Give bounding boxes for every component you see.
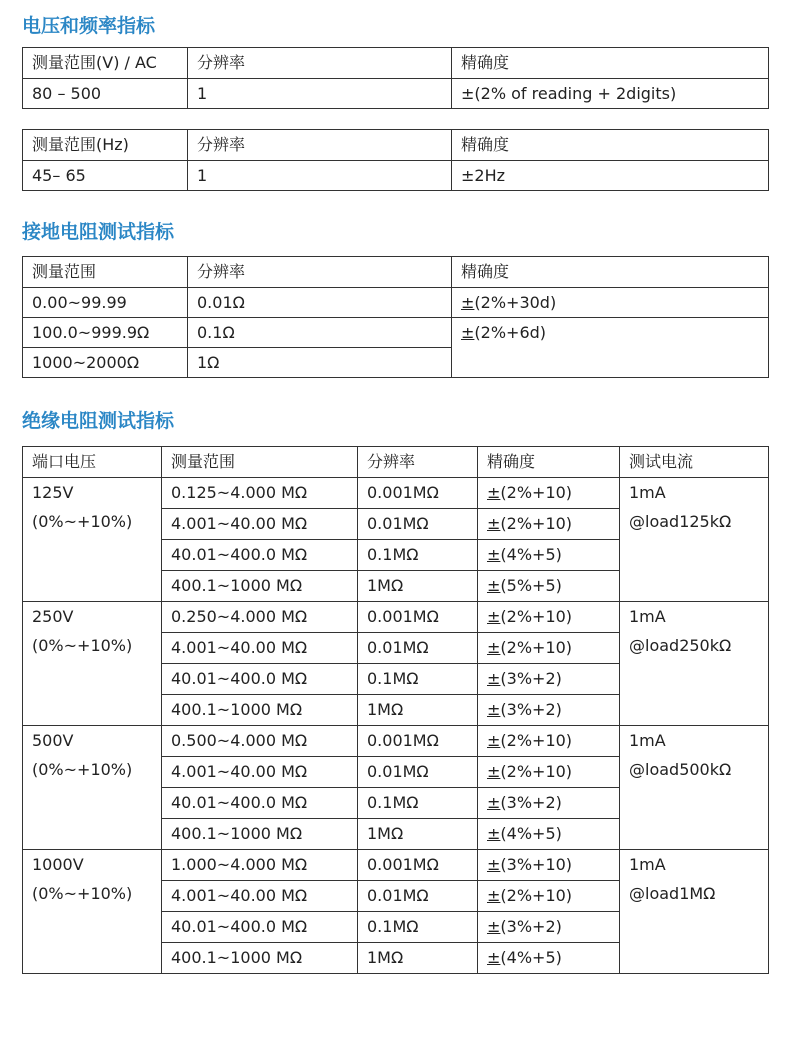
header-cell: 测量范围: [23, 257, 188, 288]
port-voltage-cell: [23, 726, 162, 850]
current-value: 1mA: [629, 855, 666, 874]
accuracy-value: (4%+5): [500, 948, 562, 967]
plus-minus-sign: ±: [487, 483, 501, 502]
plus-minus-sign: ±: [487, 917, 501, 936]
accuracy-value: (3%+2): [500, 793, 562, 812]
accuracy-cell: [478, 726, 620, 757]
voltage-value: 500V: [32, 731, 74, 750]
resolution-cell: 0.01MΩ: [358, 509, 478, 540]
header-cell: 分辨率: [358, 447, 478, 478]
resolution-cell: 0.001MΩ: [358, 726, 478, 757]
tolerance-value: (0%~+10%): [32, 512, 133, 531]
resolution-cell: 1Ω: [188, 348, 452, 378]
load-value: @load250kΩ: [629, 636, 732, 655]
header-cell: 精确度: [478, 447, 620, 478]
port-voltage-cell: [23, 478, 162, 602]
accuracy-value: (4%+5): [500, 545, 562, 564]
current-value: 1mA: [629, 607, 666, 626]
range-cell: 4.001~40.00 MΩ: [162, 757, 358, 788]
accuracy-cell: [478, 819, 620, 850]
accuracy-value: (2%+10): [500, 514, 573, 533]
range-cell: 0.500~4.000 MΩ: [162, 726, 358, 757]
accuracy-value: (3%+2): [500, 917, 562, 936]
range-cell: 40.01~400.0 MΩ: [162, 788, 358, 819]
test-current-cell: [620, 602, 769, 726]
resolution-cell: 0.01MΩ: [358, 881, 478, 912]
plus-minus-sign: ±: [487, 886, 501, 905]
header-cell: 测量范围: [162, 447, 358, 478]
table-header-row: [23, 130, 769, 161]
accuracy-cell: [478, 757, 620, 788]
resolution-cell: 0.001MΩ: [358, 850, 478, 881]
range-cell: 4.001~40.00 MΩ: [162, 633, 358, 664]
range-cell: 100.0~999.9Ω: [23, 318, 188, 348]
accuracy-value: (3%+10): [500, 855, 573, 874]
table-row: [23, 726, 769, 757]
accuracy-cell: [478, 633, 620, 664]
plus-minus-sign: ±: [487, 607, 501, 626]
voltage-value: 1000V: [32, 855, 84, 874]
table-row: [23, 602, 769, 633]
resolution-cell: 1: [188, 161, 452, 191]
table-header-row: [23, 48, 769, 79]
table-row: [23, 79, 769, 109]
range-cell: 80 – 500: [23, 79, 188, 109]
voltage-value: 250V: [32, 607, 74, 626]
accuracy-value: (2%+6d): [474, 323, 547, 342]
header-cell: 精确度: [452, 130, 769, 161]
range-cell: 400.1~1000 MΩ: [162, 571, 358, 602]
table-row: [23, 850, 769, 881]
accuracy-cell: [478, 602, 620, 633]
accuracy-value: (3%+2): [500, 669, 562, 688]
accuracy-cell: [478, 881, 620, 912]
current-value: 1mA: [629, 731, 666, 750]
header-cell: 精确度: [452, 48, 769, 79]
header-cell: 分辨率: [188, 130, 452, 161]
plus-minus-sign: ±: [487, 855, 501, 874]
accuracy-cell: [478, 912, 620, 943]
accuracy-cell: ±2Hz: [452, 161, 769, 191]
test-current-cell: [620, 478, 769, 602]
plus-minus-sign: ±: [487, 731, 501, 750]
current-value: 1mA: [629, 483, 666, 502]
accuracy-value: (2%+30d): [474, 293, 557, 312]
resolution-cell: 0.1MΩ: [358, 540, 478, 571]
resolution-cell: 0.001MΩ: [358, 478, 478, 509]
load-value: @load500kΩ: [629, 760, 732, 779]
accuracy-cell: [478, 788, 620, 819]
plus-minus-sign: ±: [487, 545, 501, 564]
accuracy-cell: ±(2% of reading + 2digits): [452, 79, 769, 109]
tolerance-value: (0%~+10%): [32, 884, 133, 903]
resolution-cell: 0.1Ω: [188, 318, 452, 348]
resolution-cell: 1: [188, 79, 452, 109]
range-cell: 1000~2000Ω: [23, 348, 188, 378]
resolution-cell: 1MΩ: [358, 943, 478, 974]
resolution-cell: 0.01MΩ: [358, 757, 478, 788]
range-cell: 400.1~1000 MΩ: [162, 695, 358, 726]
plus-minus-sign: ±: [487, 948, 501, 967]
table-row: [23, 288, 769, 318]
voltage-freq-title: 电压和频率指标: [22, 15, 156, 37]
accuracy-value: (5%+5): [500, 576, 562, 595]
table-row: [23, 161, 769, 191]
accuracy-cell: [478, 478, 620, 509]
header-cell: 分辨率: [188, 48, 452, 79]
plus-minus-sign: ±: [487, 638, 501, 657]
plus-minus-sign: ±: [487, 514, 501, 533]
accuracy-value: (2%+10): [500, 762, 573, 781]
tolerance-value: (0%~+10%): [32, 760, 133, 779]
load-value: @load125kΩ: [629, 512, 732, 531]
header-cell: 精确度: [452, 257, 769, 288]
tolerance-value: (0%~+10%): [32, 636, 133, 655]
header-cell: 端口电压: [23, 447, 162, 478]
accuracy-value: (3%+2): [500, 700, 562, 719]
resolution-cell: 1MΩ: [358, 819, 478, 850]
header-cell: 测量范围(Hz): [23, 130, 188, 161]
table-header-row: [23, 257, 769, 288]
ground-table: [22, 256, 769, 378]
accuracy-value: (2%+10): [500, 483, 573, 502]
test-current-cell: [620, 850, 769, 974]
plus-minus-sign: ±: [487, 576, 501, 595]
frequency-table: [22, 129, 769, 191]
voltage-value: 125V: [32, 483, 74, 502]
port-voltage-cell: [23, 602, 162, 726]
accuracy-value: (2%+10): [500, 638, 573, 657]
load-value: @load1MΩ: [629, 884, 716, 903]
range-cell: 40.01~400.0 MΩ: [162, 540, 358, 571]
resolution-cell: 1MΩ: [358, 695, 478, 726]
range-cell: 0.00~99.99: [23, 288, 188, 318]
resolution-cell: 0.01Ω: [188, 288, 452, 318]
header-cell: 测量范围(V) / AC: [23, 48, 188, 79]
plus-minus-sign: ±: [487, 669, 501, 688]
range-cell: 4.001~40.00 MΩ: [162, 509, 358, 540]
range-cell: 40.01~400.0 MΩ: [162, 664, 358, 695]
accuracy-cell: [452, 288, 769, 318]
ground-title: 接地电阻测试指标: [22, 221, 175, 243]
test-current-cell: [620, 726, 769, 850]
accuracy-cell: [478, 695, 620, 726]
header-cell: 测试电流: [620, 447, 769, 478]
voltage-table: [22, 47, 769, 109]
table-row: [23, 318, 769, 348]
accuracy-value: (2%+10): [500, 731, 573, 750]
accuracy-value: (4%+5): [500, 824, 562, 843]
accuracy-cell: [478, 943, 620, 974]
table-row: [23, 478, 769, 509]
range-cell: 40.01~400.0 MΩ: [162, 912, 358, 943]
range-cell: 1.000~4.000 MΩ: [162, 850, 358, 881]
accuracy-cell: [452, 318, 769, 378]
accuracy-cell: [478, 571, 620, 602]
header-cell: 分辨率: [188, 257, 452, 288]
resolution-cell: 0.1MΩ: [358, 788, 478, 819]
accuracy-cell: [478, 664, 620, 695]
accuracy-cell: [478, 850, 620, 881]
accuracy-cell: [478, 540, 620, 571]
accuracy-value: (2%+10): [500, 607, 573, 626]
accuracy-value: (2%+10): [500, 886, 573, 905]
range-cell: 0.250~4.000 MΩ: [162, 602, 358, 633]
resolution-cell: 0.001MΩ: [358, 602, 478, 633]
plus-minus-sign: ±: [487, 824, 501, 843]
table-header-row: [23, 447, 769, 478]
plus-minus-sign: ±: [461, 293, 475, 312]
resolution-cell: 0.1MΩ: [358, 664, 478, 695]
plus-minus-sign: ±: [487, 762, 501, 781]
resolution-cell: 0.1MΩ: [358, 912, 478, 943]
range-cell: 400.1~1000 MΩ: [162, 819, 358, 850]
plus-minus-sign: ±: [461, 323, 475, 342]
range-cell: 4.001~40.00 MΩ: [162, 881, 358, 912]
resolution-cell: 1MΩ: [358, 571, 478, 602]
range-cell: 45– 65: [23, 161, 188, 191]
accuracy-cell: [478, 509, 620, 540]
range-cell: 400.1~1000 MΩ: [162, 943, 358, 974]
range-cell: 0.125~4.000 MΩ: [162, 478, 358, 509]
port-voltage-cell: [23, 850, 162, 974]
insulation-title: 绝缘电阻测试指标: [22, 410, 175, 432]
plus-minus-sign: ±: [487, 793, 501, 812]
plus-minus-sign: ±: [487, 700, 501, 719]
insulation-table: [22, 446, 769, 974]
resolution-cell: 0.01MΩ: [358, 633, 478, 664]
